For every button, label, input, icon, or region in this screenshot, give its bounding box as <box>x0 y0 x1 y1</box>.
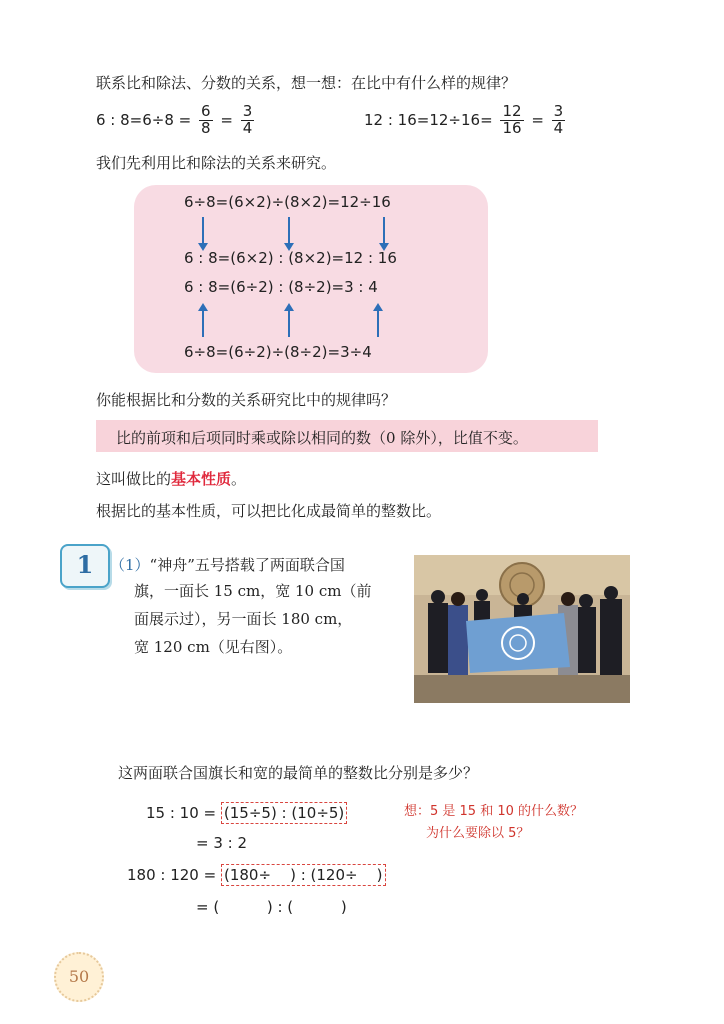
page-number: 50 <box>54 952 104 1002</box>
fraction-12-16 <box>500 104 523 137</box>
calc-1-result: = 3 : 2 <box>196 834 248 852</box>
fraction-numerator: 12 <box>502 102 522 120</box>
example-part-label: （1） <box>110 556 150 574</box>
fraction-numerator: 3 <box>242 102 253 120</box>
pink-line-4: 6÷8=(6÷2)÷(8÷2)=3÷4 <box>184 343 372 361</box>
fraction-denominator: 4 <box>242 118 253 137</box>
fraction-6-8 <box>199 104 213 137</box>
example-text-line-4: 宽 120 cm（见右图）。 <box>134 638 293 656</box>
pink-line-1: 6÷8=(6×2)÷(8×2)=12÷16 <box>184 193 391 211</box>
basic-property-suffix: 。 <box>231 470 247 488</box>
un-flag-photo <box>414 555 630 703</box>
arrow-up-icon <box>202 305 204 337</box>
calc-2-result: = ( ) : ( ) <box>196 898 347 916</box>
arrow-up-icon <box>377 305 379 337</box>
think-note-line-2: 为什么要除以 5？ <box>426 826 530 841</box>
fraction-3-4 <box>241 104 255 137</box>
fraction-denominator: 16 <box>502 118 522 137</box>
equals-sign: = <box>531 110 544 129</box>
calc-1 <box>146 804 347 822</box>
arrow-up-icon <box>288 305 290 337</box>
rule-box <box>96 420 598 452</box>
fraction-numerator: 3 <box>553 102 564 120</box>
fraction-3-4 <box>552 104 566 137</box>
example-part-1 <box>110 554 345 575</box>
equation-12-16-prefix: 12 : 16=12÷16= <box>364 110 493 129</box>
intro-question: 联系比和除法、分数的关系，想一想：在比中有什么样的规律？ <box>96 74 517 92</box>
simplify-line: 根据比的基本性质，可以把比化成最简单的整数比。 <box>96 502 442 520</box>
example-text-line-1: “神舟”五号搭载了两面联合国 <box>149 556 345 574</box>
fraction-denominator: 8 <box>201 118 211 137</box>
equation-6-8-prefix: 6 : 8=6÷8 = <box>96 110 192 129</box>
arrow-down-icon <box>202 217 204 249</box>
equation-12-16 <box>364 104 568 137</box>
calc-2 <box>127 866 386 884</box>
example-question: 这两面联合国旗长和宽的最简单的整数比分别是多少？ <box>118 764 479 782</box>
pink-equation-box <box>134 185 488 373</box>
fraction-denominator: 4 <box>553 118 564 137</box>
calc-1-left: 15 : 10 = <box>146 804 217 822</box>
pink-line-2: 6 : 8=(6×2) : (8×2)=12 : 16 <box>184 249 397 267</box>
study-line: 我们先利用比和除法的关系来研究。 <box>96 154 337 172</box>
basic-property-prefix: 这叫做比的 <box>96 470 172 488</box>
example-text-line-3: 面展示过），另一面长 180 cm， <box>134 610 353 628</box>
calc-2-box: (180÷ ) : (120÷ ) <box>221 864 386 886</box>
basic-property-line <box>96 468 246 489</box>
pink-line-3: 6 : 8=(6÷2) : (8÷2)=3 : 4 <box>184 278 378 296</box>
equals-sign: = <box>220 110 233 129</box>
arrow-down-icon <box>383 217 385 249</box>
calc-1-box: (15÷5) : (10÷5) <box>221 802 347 824</box>
photo-illustration <box>414 555 630 703</box>
arrow-down-icon <box>288 217 290 249</box>
fraction-numerator: 6 <box>201 102 211 120</box>
rule-text: 比的前项和后项同时乘或除以相同的数（0 除外），比值不变。 <box>116 429 528 447</box>
calc-2-left: 180 : 120 = <box>127 866 217 884</box>
fraction-question: 你能根据比和分数的关系研究比中的规律吗？ <box>96 391 397 409</box>
basic-property-highlight: 基本性质 <box>171 470 232 488</box>
think-note-line-1: 想：5 是 15 和 10 的什么数？ <box>404 804 584 819</box>
example-text-line-2: 旗，一面长 15 cm，宽 10 cm（前 <box>134 582 372 600</box>
example-number-badge: 1 <box>60 544 110 588</box>
equation-6-8 <box>96 104 257 137</box>
